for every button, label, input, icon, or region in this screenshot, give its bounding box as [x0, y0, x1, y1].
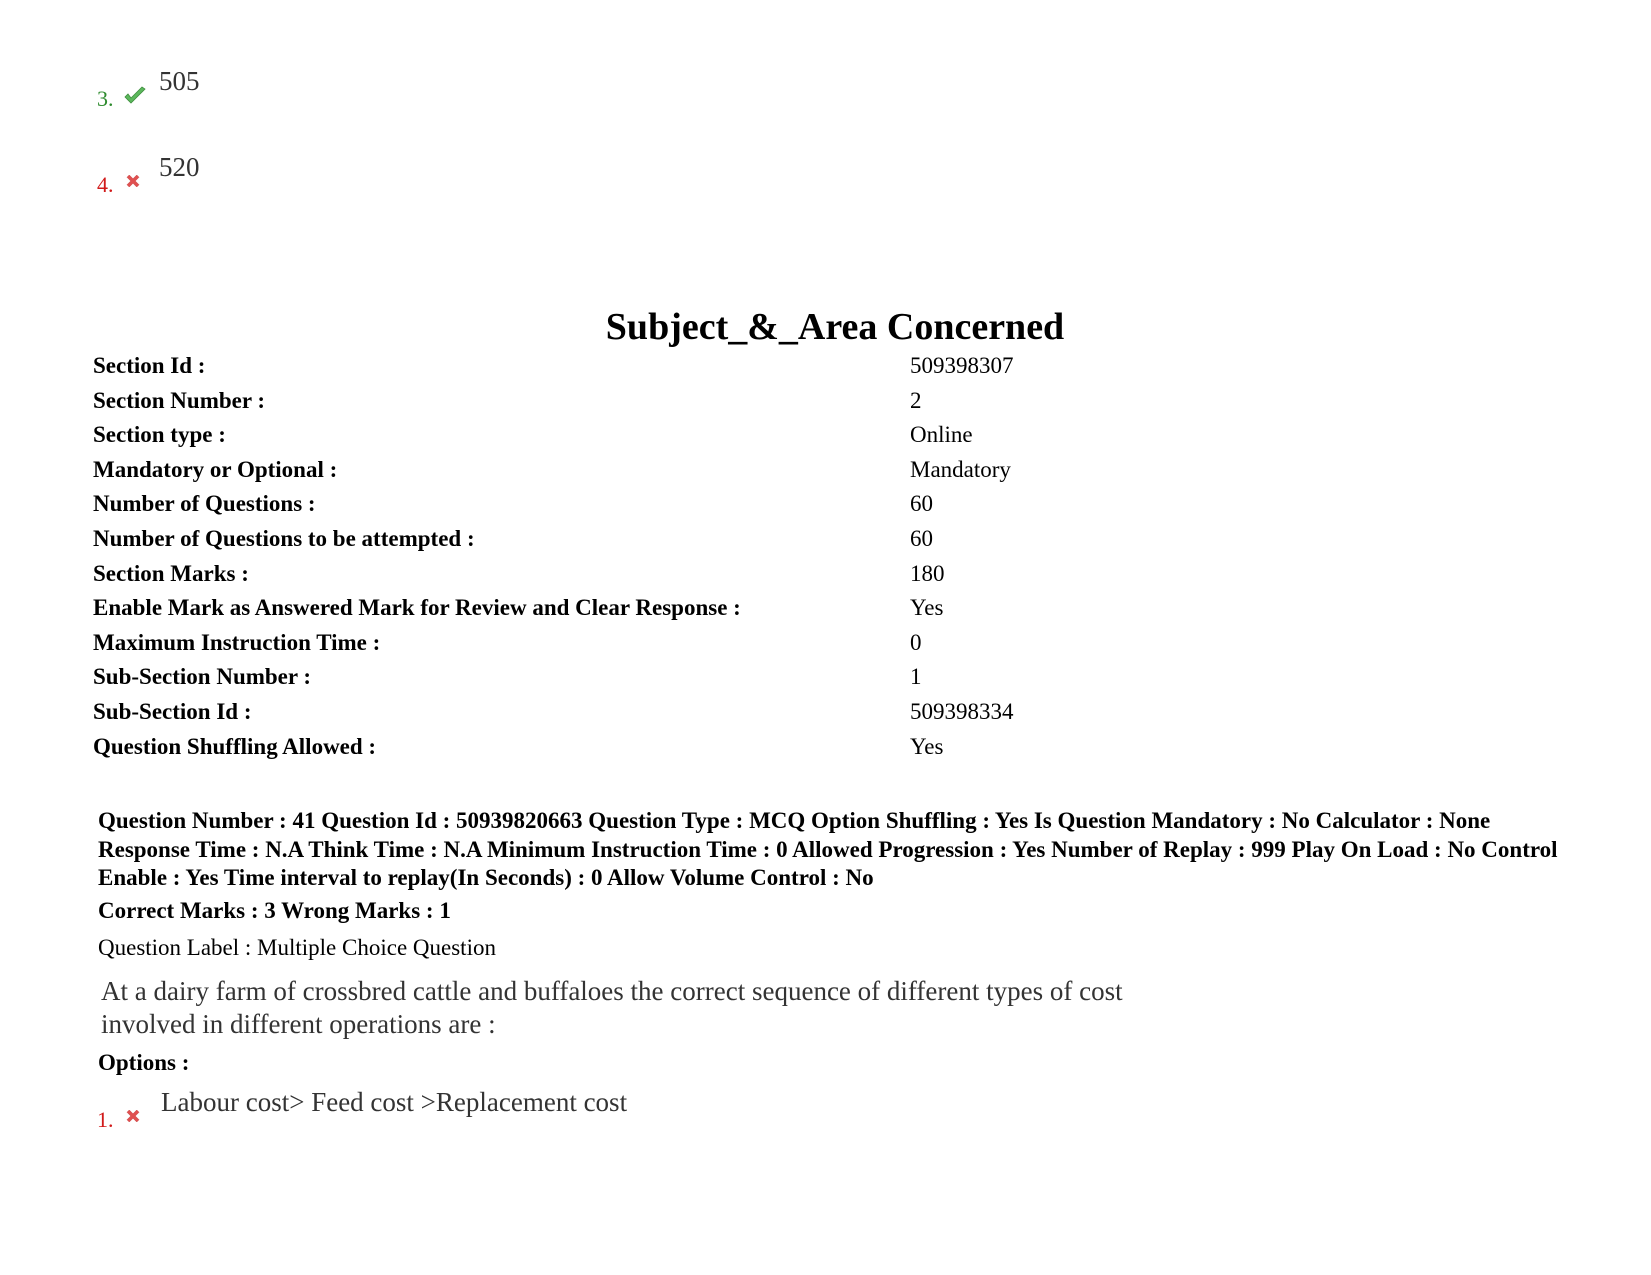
info-row: [93, 422, 1493, 457]
info-value: Online: [910, 422, 973, 448]
question-meta: Question Number : 41 Question Id : 50939820663 Question Type : MCQ Option Shuffling : Yes Is Question Mandatory : No Calculator : None Response Time : N.A Think Time : N.A Minimum Instruction Time : 0 Allowed Progression : Yes Number of Replay : 999 Play On Load : No Control Enable : Yes Time interval to replay(In Seconds) : 0 Allow Volume Control : No: [98, 808, 1558, 890]
info-row: [93, 526, 1493, 561]
info-row: [93, 561, 1493, 596]
question-text: At a dairy farm of crossbred cattle and buffaloes the correct sequence of different types of cost involved in different operations are :: [101, 976, 1123, 1039]
info-value: 2: [910, 387, 922, 413]
section-info-table: [93, 353, 1493, 768]
info-row: [93, 630, 1493, 665]
info-value: 60: [910, 525, 933, 551]
info-row: [93, 388, 1493, 423]
section-title: Subject_&_Area Concerned: [605, 306, 1065, 348]
info-label: Question Shuffling Allowed :: [93, 733, 377, 759]
info-value: Yes: [910, 733, 944, 759]
cross-icon: [124, 1107, 142, 1125]
info-label: Sub-Section Id :: [93, 698, 252, 724]
info-value: 509398334: [910, 698, 1014, 724]
info-value: 509398307: [910, 353, 1014, 378]
info-value: 1: [910, 664, 922, 690]
options-heading: Options :: [98, 1050, 190, 1075]
info-label: Enable Mark as Answered Mark for Review and Clear Response :: [93, 595, 741, 621]
question-marks: Correct Marks : 3 Wrong Marks : 1: [98, 898, 451, 923]
option-number: 1.: [97, 1107, 114, 1132]
info-label: Maximum Instruction Time :: [93, 629, 381, 655]
option-number: 3.: [97, 86, 114, 111]
info-value: 180: [910, 560, 945, 586]
info-label: Number of Questions to be attempted :: [93, 525, 475, 551]
option-text: 505: [159, 66, 200, 96]
info-value: Yes: [910, 595, 944, 621]
info-row: [93, 664, 1493, 699]
info-value: 60: [910, 491, 933, 517]
option-text: 520: [159, 152, 200, 182]
info-label: Section type :: [93, 422, 226, 448]
info-label: Sub-Section Number :: [93, 664, 312, 690]
info-label: Number of Questions :: [93, 491, 316, 517]
info-row: [93, 353, 1493, 388]
info-label: Section Number :: [93, 387, 266, 413]
info-row: [93, 595, 1493, 630]
option-number: 4.: [97, 172, 114, 197]
info-row: [93, 457, 1493, 492]
info-row: [93, 734, 1493, 769]
info-value: Mandatory: [910, 456, 1011, 482]
info-label: Section Marks :: [93, 560, 249, 586]
info-label: Mandatory or Optional :: [93, 456, 338, 482]
info-label: Section Id :: [93, 353, 206, 378]
check-icon: [123, 84, 147, 108]
info-row: [93, 699, 1493, 734]
option-text: Labour cost> Feed cost >Replacement cost: [161, 1087, 628, 1117]
cross-icon: [124, 172, 142, 190]
info-row: [93, 491, 1493, 526]
info-value: 0: [910, 629, 922, 655]
question-label: Question Label : Multiple Choice Question: [98, 935, 496, 960]
